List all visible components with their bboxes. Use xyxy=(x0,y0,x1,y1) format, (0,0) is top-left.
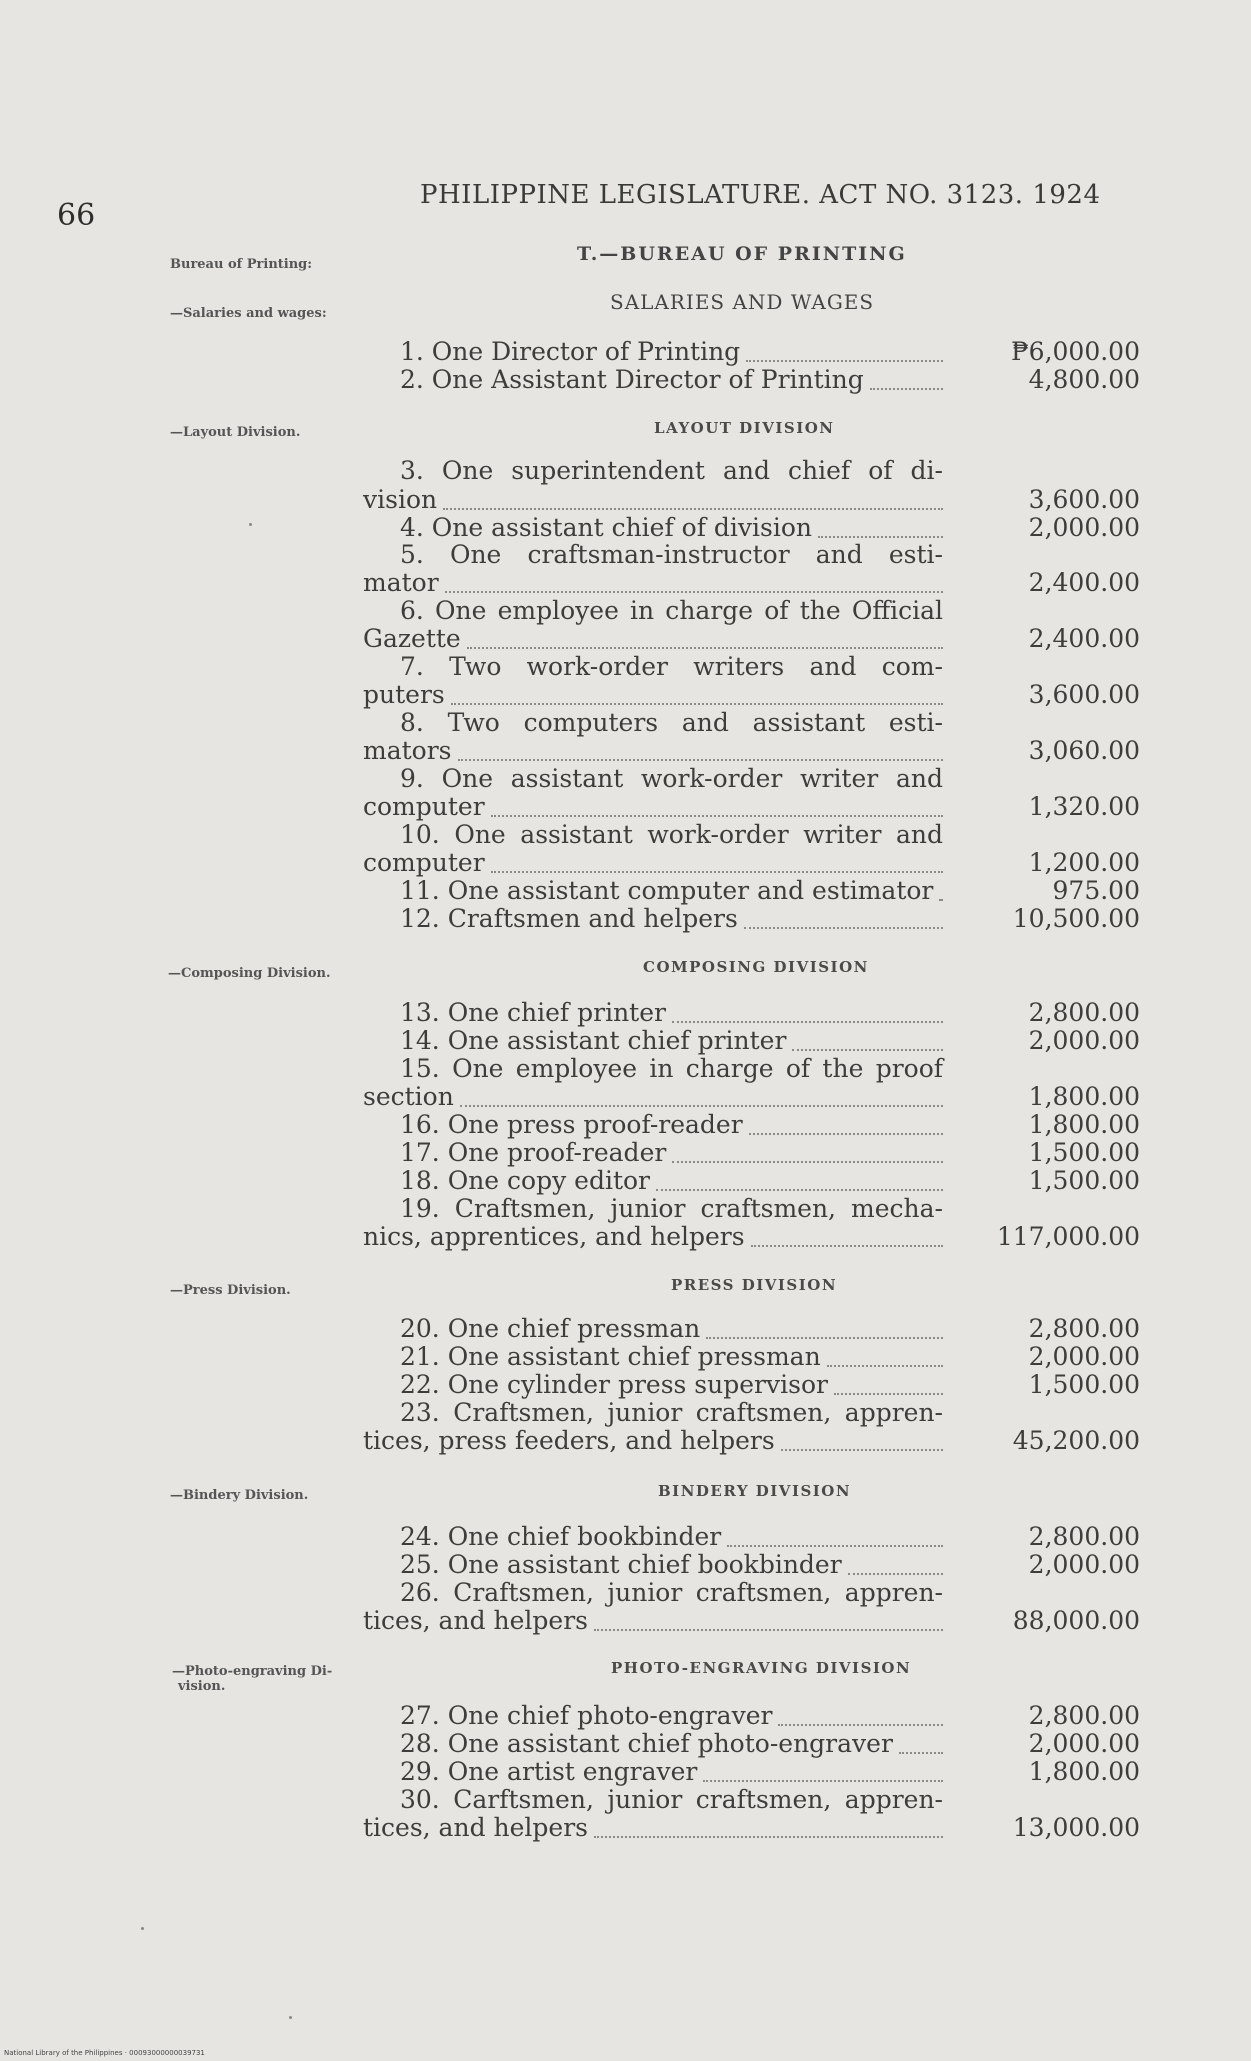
dot-leader xyxy=(827,1365,943,1367)
dot-leader xyxy=(458,759,944,761)
entry-amount: 2,800.00 xyxy=(1028,998,1140,1027)
dot-leader xyxy=(749,1133,943,1135)
ink-speck xyxy=(141,1927,144,1930)
entry-line: 10. One assistant work-order writer and xyxy=(400,820,943,849)
entry-line: 13. One chief printer xyxy=(400,998,666,1027)
entry-amount: 117,000.00 xyxy=(996,1222,1140,1251)
dot-leader xyxy=(778,1724,943,1726)
dot-leader xyxy=(467,647,943,649)
division-heading-photo-engraving: PHOTO-ENGRAVING DIVISION xyxy=(611,1659,912,1677)
entry-amount: 4,800.00 xyxy=(1028,365,1140,394)
dot-leader xyxy=(594,1836,943,1838)
entry-line: 19. Craftsmen, junior craftsmen, mecha- xyxy=(400,1194,943,1223)
entry-line: 3. One superintendent and chief of di- xyxy=(400,456,943,485)
dot-leader xyxy=(672,1161,943,1163)
scan-footer: National Library of the Philippines · 00093000000039731 xyxy=(4,2049,205,2057)
running-head: PHILIPPINE LEGISLATURE. ACT NO. 3123. 1924 xyxy=(420,180,1101,210)
division-heading-press: PRESS DIVISION xyxy=(671,1276,838,1294)
entry-line: tices, press feeders, and helpers xyxy=(363,1426,775,1455)
dot-leader xyxy=(703,1780,943,1782)
entry-line: 1. One Director of Printing xyxy=(400,337,741,366)
entry-line: 12. Craftsmen and helpers xyxy=(400,904,738,933)
entry-amount: 1,200.00 xyxy=(1028,848,1140,877)
dot-leader xyxy=(818,536,943,538)
entry-line: 29. One artist engraver xyxy=(400,1757,698,1786)
division-heading-composing: COMPOSING DIVISION xyxy=(643,958,869,976)
margin-note-press: —Press Division. xyxy=(170,1283,291,1298)
dot-leader xyxy=(751,1245,943,1247)
entry-line: vision xyxy=(363,485,438,514)
dot-leader xyxy=(899,1752,943,1754)
entry-line: 24. One chief bookbinder xyxy=(400,1522,722,1551)
division-heading-layout: LAYOUT DIVISION xyxy=(654,419,835,437)
entry-line: mator xyxy=(363,568,439,597)
entry-amount: 10,500.00 xyxy=(1012,904,1140,933)
entry-amount: 2,000.00 xyxy=(1028,1342,1140,1371)
dot-leader xyxy=(491,871,943,873)
entry-line: 9. One assistant work-order writer and xyxy=(400,764,943,793)
entry-amount: 3,600.00 xyxy=(1028,485,1140,514)
dot-leader xyxy=(792,1049,943,1051)
dot-leader xyxy=(744,927,943,929)
entry-amount: 1,500.00 xyxy=(1028,1138,1140,1167)
entry-line: mators xyxy=(363,736,452,765)
entry-amount: 3,600.00 xyxy=(1028,680,1140,709)
dot-leader xyxy=(445,591,943,593)
entry-amount: ₱6,000.00 xyxy=(1011,337,1140,366)
entry-line: 25. One assistant chief bookbinder xyxy=(400,1550,842,1579)
entry-line: 23. Craftsmen, junior craftsmen, appren- xyxy=(400,1398,943,1427)
entry-line: 2. One Assistant Director of Printing xyxy=(400,365,864,394)
entry-amount: 13,000.00 xyxy=(1012,1813,1140,1842)
dot-leader xyxy=(706,1337,943,1339)
entry-line: 18. One copy editor xyxy=(400,1166,651,1195)
entry-amount: 2,000.00 xyxy=(1028,1729,1140,1758)
dot-leader xyxy=(460,1105,943,1107)
ink-speck xyxy=(249,523,252,526)
entry-line: 26. Craftsmen, junior craftsmen, appren- xyxy=(400,1578,943,1607)
entry-amount: 1,500.00 xyxy=(1028,1166,1140,1195)
entry-amount: 1,320.00 xyxy=(1028,792,1140,821)
entry-line: 20. One chief pressman xyxy=(400,1314,701,1343)
entry-line: 7. Two work-order writers and com- xyxy=(400,652,943,681)
entry-line: computer xyxy=(363,848,485,877)
entry-line: nics, apprentices, and helpers xyxy=(363,1222,745,1251)
dot-leader xyxy=(656,1189,943,1191)
entry-amount: 2,000.00 xyxy=(1028,1550,1140,1579)
entry-line: tices, and helpers xyxy=(363,1606,588,1635)
entry-line: 6. One employee in charge of the Official xyxy=(400,596,943,625)
entry-line: 5. One craftsman-instructor and esti- xyxy=(400,540,943,569)
entry-line: 15. One employee in charge of the proof xyxy=(400,1054,943,1083)
margin-note-bindery: —Bindery Division. xyxy=(170,1488,309,1503)
entry-line: 14. One assistant chief printer xyxy=(400,1026,787,1055)
entry-amount: 2,800.00 xyxy=(1028,1522,1140,1551)
entry-line: puters xyxy=(363,680,445,709)
margin-note-bureau: Bureau of Printing: xyxy=(170,257,313,272)
entry-line: 30. Carftsmen, junior craftsmen, appren- xyxy=(400,1785,943,1814)
entry-line: 17. One proof-reader xyxy=(400,1138,667,1167)
entry-line: 22. One cylinder press supervisor xyxy=(400,1370,828,1399)
dot-leader xyxy=(870,388,943,390)
entry-line: Gazette xyxy=(363,624,461,653)
entry-amount: 975.00 xyxy=(1052,876,1140,905)
section-title: T.—BUREAU OF PRINTING xyxy=(577,243,907,265)
margin-note-photo-engraving-2: vision. xyxy=(178,1679,226,1694)
entry-amount: 45,200.00 xyxy=(1012,1426,1140,1455)
entry-line: 16. One press proof-reader xyxy=(400,1110,743,1139)
entry-line: 27. One chief photo-engraver xyxy=(400,1701,773,1730)
entry-line: 4. One assistant chief of division xyxy=(400,513,813,542)
dot-leader xyxy=(848,1573,943,1575)
entry-amount: 88,000.00 xyxy=(1012,1606,1140,1635)
section-subtitle: SALARIES AND WAGES xyxy=(610,290,875,314)
dot-leader xyxy=(594,1629,943,1631)
entry-line: 8. Two computers and assistant esti- xyxy=(400,708,943,737)
entry-line: tices, and helpers xyxy=(363,1813,588,1842)
entry-line: 11. One assistant computer and estimator xyxy=(400,876,934,905)
entry-amount: 1,800.00 xyxy=(1028,1110,1140,1139)
page-number: 66 xyxy=(57,198,96,233)
dot-leader xyxy=(727,1545,943,1547)
margin-note-salaries: —Salaries and wages: xyxy=(170,306,327,321)
entry-amount: 2,400.00 xyxy=(1028,568,1140,597)
dot-leader xyxy=(491,815,943,817)
dot-leader xyxy=(746,360,943,362)
entry-amount: 1,800.00 xyxy=(1028,1757,1140,1786)
entry-amount: 3,060.00 xyxy=(1028,736,1140,765)
entry-line: 28. One assistant chief photo-engraver xyxy=(400,1729,893,1758)
entry-amount: 1,800.00 xyxy=(1028,1082,1140,1111)
margin-note-layout: —Layout Division. xyxy=(170,425,301,440)
entry-amount: 2,800.00 xyxy=(1028,1314,1140,1343)
ink-speck xyxy=(289,2016,292,2019)
dot-leader xyxy=(834,1393,943,1395)
dot-leader xyxy=(451,703,943,705)
entry-amount: 2,400.00 xyxy=(1028,624,1140,653)
entry-line: computer xyxy=(363,792,485,821)
entry-amount: 1,500.00 xyxy=(1028,1370,1140,1399)
margin-note-composing: —Composing Division. xyxy=(168,966,331,981)
division-heading-bindery: BINDERY DIVISION xyxy=(658,1482,852,1500)
dot-leader xyxy=(443,508,943,510)
entry-amount: 2,000.00 xyxy=(1028,513,1140,542)
margin-note-photo-engraving-1: —Photo-engraving Di- xyxy=(172,1664,333,1679)
entry-line: 21. One assistant chief pressman xyxy=(400,1342,821,1371)
dot-leader xyxy=(672,1021,943,1023)
entry-line: section xyxy=(363,1082,454,1111)
entry-amount: 2,800.00 xyxy=(1028,1701,1140,1730)
entry-amount: 2,000.00 xyxy=(1028,1026,1140,1055)
dot-leader xyxy=(781,1449,943,1451)
